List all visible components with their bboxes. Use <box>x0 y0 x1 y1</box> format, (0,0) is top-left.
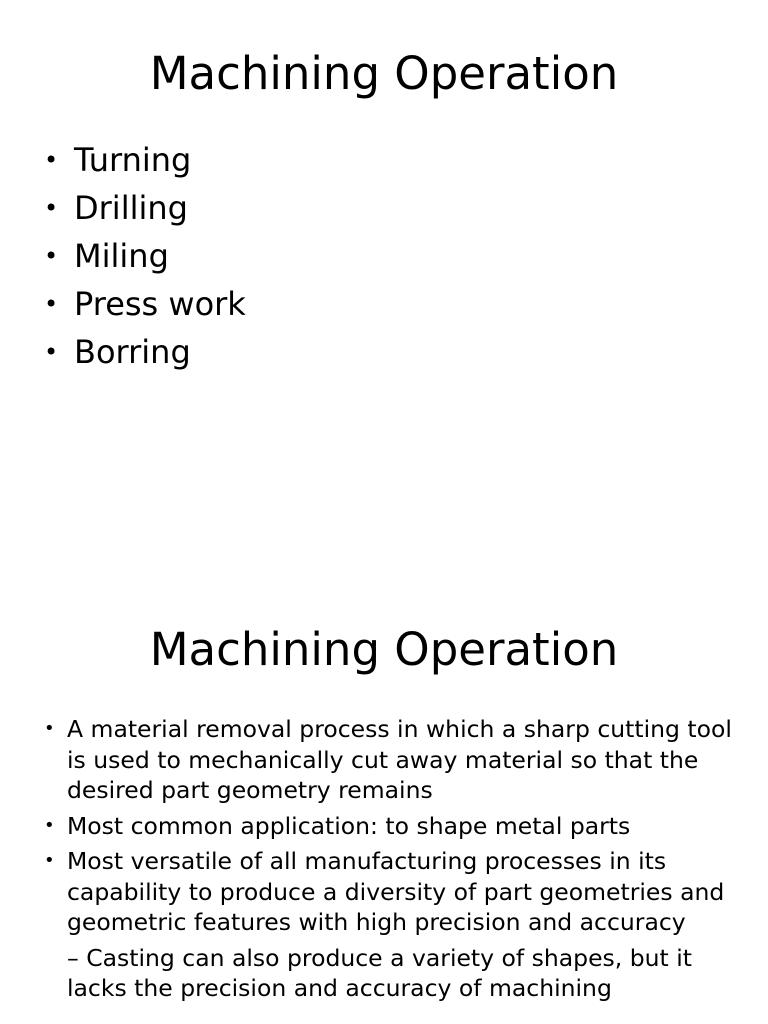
list-item-text: A material removal process in which a sharp cutting tool is used to mechanically cut away material so that the desired part geometry remains <box>67 715 732 804</box>
list-item-text: Miling <box>74 237 169 275</box>
list-item-text: Borring <box>74 333 191 371</box>
bullet-icon: • <box>44 290 59 318</box>
bullet-icon: • <box>44 338 59 366</box>
list-item <box>44 232 246 280</box>
list-item-text: Turning <box>74 141 192 179</box>
list-item <box>44 328 246 376</box>
bullet-icon: • <box>44 146 59 174</box>
sub-list-item-text: – Casting can also produce a variety of shapes, but it lacks the precision and accuracy of machining <box>67 943 692 1002</box>
bullet-icon: • <box>44 814 55 836</box>
list-item <box>44 714 734 806</box>
bullet-list <box>44 136 246 376</box>
list-item-text: Most versatile of all manufacturing processes in its capability to produce a diversity of part geometries and geometric features with high precision and accuracy <box>67 847 725 936</box>
bullet-list <box>44 714 734 1009</box>
bullet-icon: • <box>44 242 59 270</box>
list-item <box>44 136 246 184</box>
list-item <box>44 846 734 938</box>
list-item <box>44 184 246 232</box>
slide-2 <box>0 576 768 1024</box>
slide-title: Machining Operation <box>149 47 619 100</box>
list-item <box>44 280 246 328</box>
bullet-icon: • <box>44 850 55 871</box>
bullet-icon: • <box>44 194 59 222</box>
list-item-text: Drilling <box>74 189 188 227</box>
sub-list-item <box>44 943 734 1004</box>
list-item-text: Most common application: to shape metal parts <box>67 811 631 840</box>
list-item <box>44 811 734 842</box>
bullet-icon: • <box>44 718 55 739</box>
slide-title: Machining Operation <box>149 623 619 676</box>
list-item-text: Press work <box>74 285 246 323</box>
